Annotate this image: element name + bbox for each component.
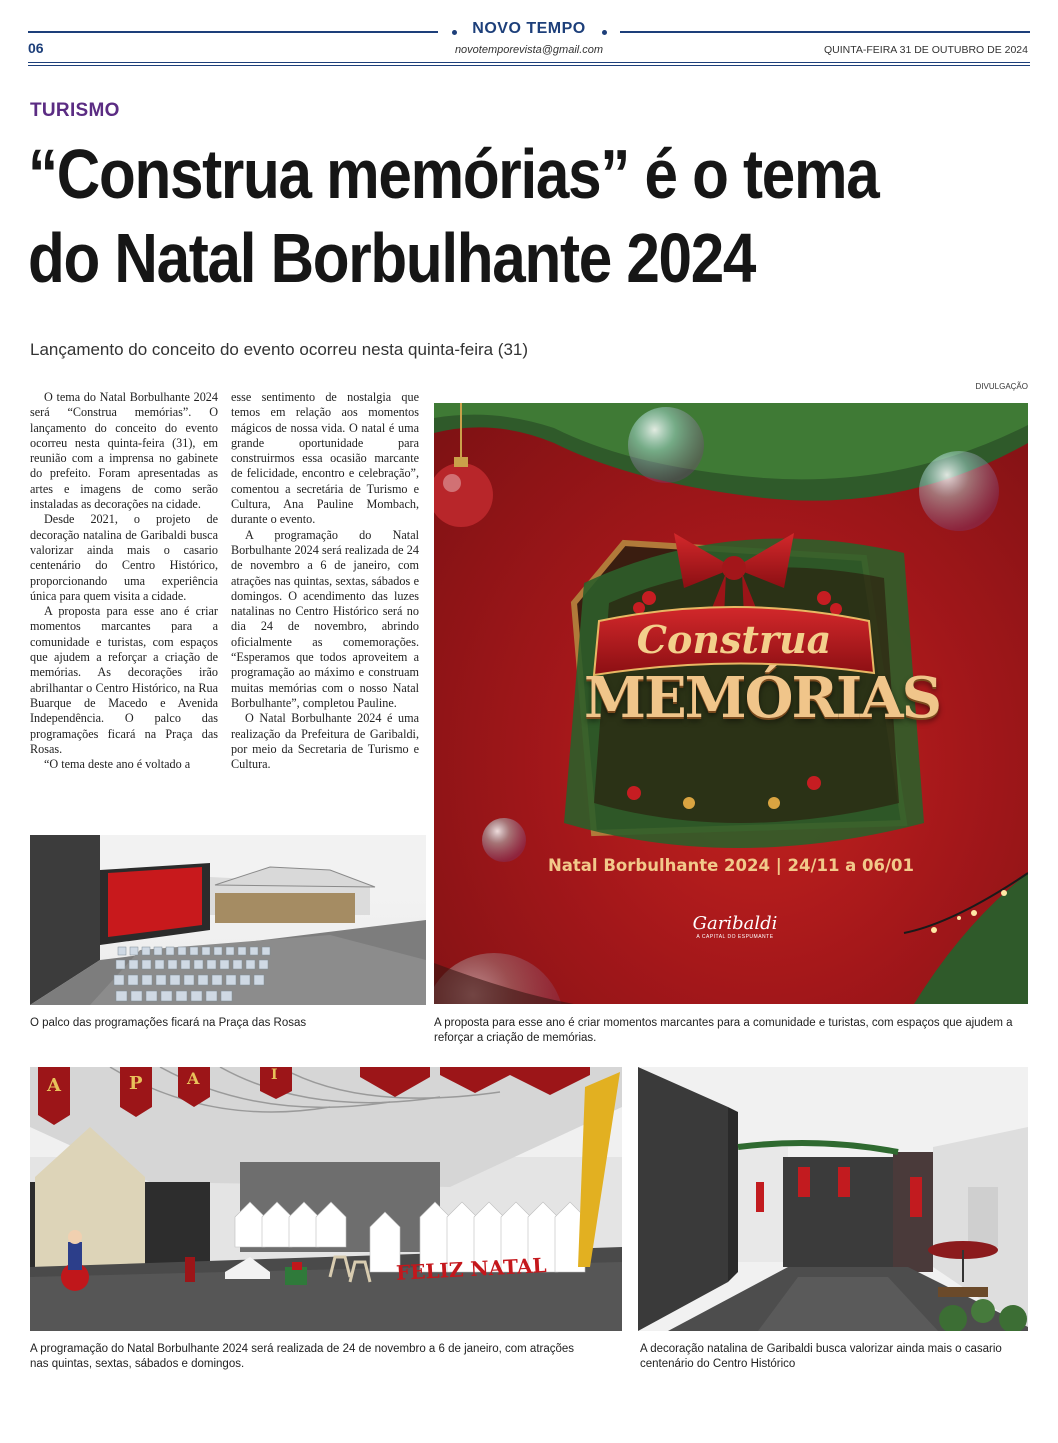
banner-letter: A [47,1075,61,1096]
paragraph: esse sentimento de nostalgia que temos em relação aos momentos mágicos de nossa vida. O natal é uma grande oportunidade para construirmos essa ocasião marcante de felicidade, encontro e celebração”, comentou a secretária de Turismo e Cultura, Ana Pauline Mombach, durante o evento. [231,390,419,527]
masthead: NOVO TEMPO [472,20,586,37]
poster-caption: A proposta para esse ano é criar momentos marcantes para a comunidade e turistas, com espaços que ajudem a reforçar a criação de memórias. [434,1017,1013,1044]
subheadline: Lançamento do conceito do evento ocorreu nesta quinta-feira (31) [30,340,529,359]
poster-title-script: Construa [636,617,832,662]
headline [28,132,897,300]
paragraph: Desde 2021, o projeto de decoração natalina de Garibaldi busca valorizar ainda mais o casario centenário do Centro Histórico, proporcionando uma experiência única para quem visita a cidade. [30,512,218,603]
stage-render-image [30,835,426,1005]
banner-letter: A [187,1069,200,1088]
feliz-natal-sign: FELIZ NATAL [395,1253,548,1285]
stage-scene [30,835,426,1005]
poster-dates: Natal Borbulhante 2024 | 24/11 a 06/01 [547,856,915,875]
paragraph: O tema do Natal Borbulhante 2024 será “Construa memórias”. O lançamento do conceito do evento ocorreu nesta quinta-feira (31), em reunião com a imprensa no gabinete do prefeito. Foram apresentadas as artes e imagens de como serão instaladas as decorações na cidade. [30,390,218,512]
poster-title-main: MEMÓRIAS [584,665,941,731]
banner-letter: I [271,1067,278,1083]
paragraph: O Natal Borbulhante 2024 é uma realização da Prefeitura de Garibaldi, por meio da Secretaria de Turismo e Cultura. [231,711,419,772]
body-column-1 [30,390,218,772]
logo-tagline: A CAPITAL DO ESPUMANTE [696,934,774,940]
photo-credit: DIVULGAÇÃO [975,382,1028,391]
edition-date: QUINTA-FEIRA 31 DE OUTUBRO DE 2024 [823,44,1028,56]
paragraph: A programação do Natal Borbulhante 2024 será realizada de 24 de novembro a 6 de janeiro, com atrações nas quintas, sextas, sábados e domingos. O acendimento das luzes natalinas no Centro Histórico será no dia 24 de novembro, abrindo oficialmente as comemorações. “Esperamos que todos aproveitem a programação ao máximo e construam muitas memórias com o nosso Natal Borbulhante”, completou Pauline. [231,527,419,710]
page-number: 06 [28,40,44,56]
banner-letter: P [129,1073,143,1094]
plaza-render-image [30,1067,622,1331]
headline-line-2: do Natal Borbulhante 2024 [28,219,756,297]
body-column-2 [231,390,419,772]
plaza-scene [30,1067,622,1331]
street-scene [638,1067,1028,1331]
headline-line-1: “Construa memórias” é o tema [28,135,879,213]
section-label: TURISMO [30,100,120,121]
masthead-email: novotemporevista@gmail.com [454,44,604,56]
logo-name: Garibaldi [692,913,778,934]
street-render-image [638,1067,1028,1331]
header-rule-bottom-2 [28,65,1030,66]
paragraph: A proposta para esse ano é criar momentos marcantes para a comunidade e turistas, com espaços que ajudem a reforçar a criação de memórias. As decorações irão abrilhantar o Centro Histórico, na Rua Buarque de Macedo e Avenida Independência. O palco das programações ficará na Praça das Rosas. [30,604,218,756]
stage-caption: O palco das programações ficará na Praça das Rosas [30,1017,307,1029]
paragraph: “O tema deste ano é voltado a [44,757,191,772]
header-rule-bottom [28,62,1030,63]
street-caption: A decoração natalina de Garibaldi busca valorizar ainda mais o casario centenário do Centro Histórico [640,1343,1002,1370]
garibaldi-logo [680,913,790,940]
poster-image [434,403,1028,1004]
plaza-caption: A programação do Natal Borbulhante 2024 será realizada de 24 de novembro a 6 de janeiro, com atrações nas quintas, sextas, sábados e domingos. [30,1343,575,1370]
